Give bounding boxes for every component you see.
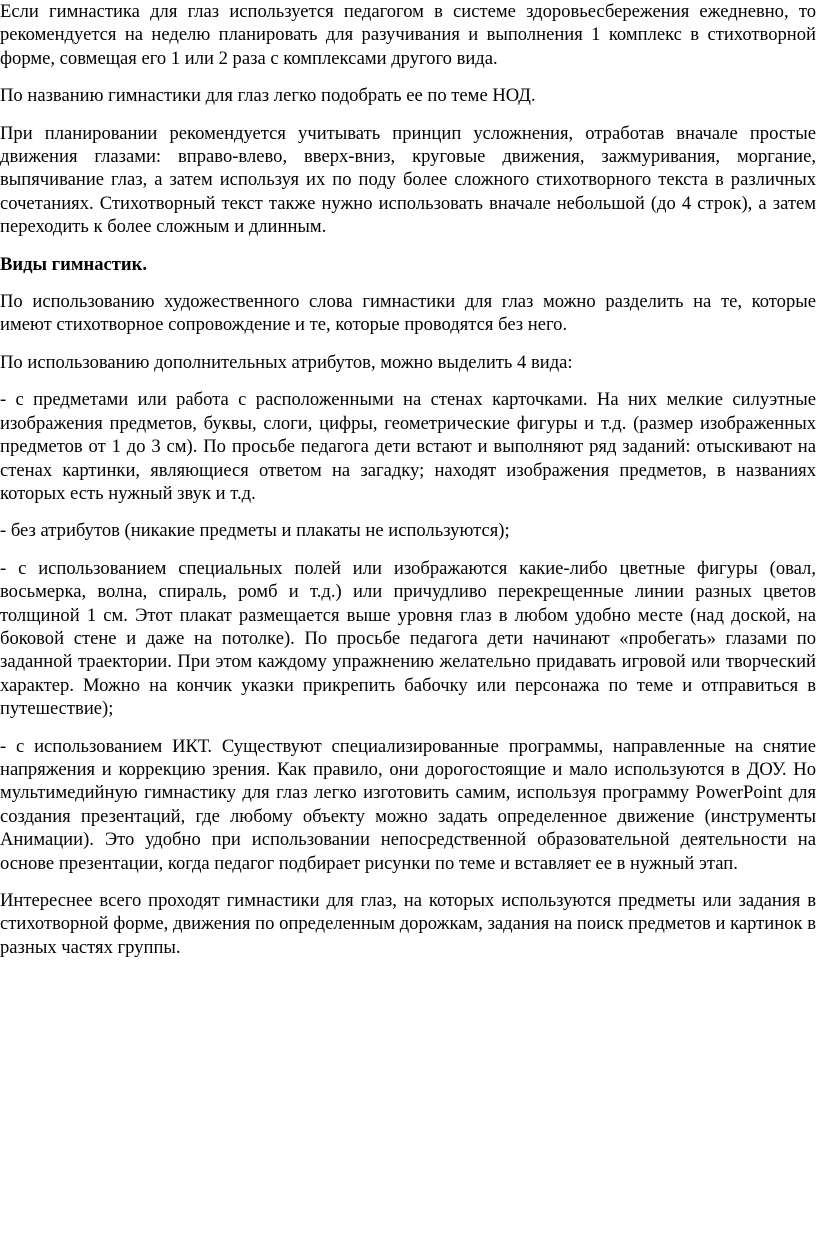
paragraph-nod-theme: По названию гимнастики для глаз легко подобрать ее по теме НОД. [0,85,536,107]
list-item-special-fields: - с использованием специальных полей или изображаются какие-либо цветные фигуры (овал, восьмерка, волна, спираль, ромб и т.д.) или причудливо перекрещенные линии разных цветов толщиной 1 см. Этот плакат размещается выше уровня глаз в любом удобно месте (над доской, на боковой стене и даже на потолке). По просьбе педагога дети начинают «пробегать» глазами по заданной траектории. При этом каждому упражнению желательно придавать игровой или творческий характер. Можно на кончик указки прикрепить бабочку или персонажа по теме и отправиться в путешествие); [0,557,816,720]
paragraph-daily-use: Если гимнастика для глаз используется педагогом в системе здоровьесбережения ежедневно, то рекомендуется на неделю планировать для разучивания и выполнения 1 комплекс в стихотворной форме, совмещая его 1 или 2 раза с комплексами другого вида. [0,1,816,69]
paragraph-conclusion: Интереснее всего проходят гимнастики для глаз, на которых используются предметы или задания в стихотворной форме, движения по определенным дорожкам, задания на поиск предметов и картинок в разных частях группы. [0,890,816,958]
section-heading: Виды гимнастик. [0,253,147,275]
list-item-no-attributes: - без атрибутов (никакие предметы и плакаты не используются); [0,520,510,542]
paragraph-artistic-word: По использованию художественного слова гимнастики для глаз можно разделить на те, которые имеют стихотворное сопровождение и те, которые проводятся без него. [0,291,816,336]
paragraph-attributes-intro: По использованию дополнительных атрибутов, можно выделить 4 вида: [0,351,573,373]
list-item-objects: - с предметами или работа с расположенными на стенах карточками. На них мелкие силуэтные изображения предметов, буквы, слоги, цифры, геометрические фигуры и т.д. (размер изображенных предметов от 1 до 3 см). По просьбе педагога дети встают и выполняют ряд заданий: отыскивают на стенах картинки, являющиеся ответом на загадку; находят изображения предметов, в названиях которых есть нужный звук и т.д. [0,389,816,504]
paragraph-planning: При планировании рекомендуется учитывать принцип усложнения, отработав вначале простые движения глазами: вправо-влево, вверх-вниз, круговые движения, зажмуривания, моргание, выпячивание глаз, а затем используя их по поду более сложного стихотворного текста в различных сочетаниях. Стихотворный текст также нужно использовать вначале небольшой (до 4 строк), а затем переходить к более сложным и длинным. [0,122,816,238]
list-item-ict: - с использованием ИКТ. Существуют специализированные программы, направленные на снятие напряжения и коррекцию зрения. Как правило, они дорогостоящие и мало используются в ДОУ. Но мультимедийную гимнастику для глаз легко изготовить самим, используя программу PowerPoint для создания презентаций, где любому объекту можно задать определенное движение (инструменты Анимации). Это удобно при использовании непосредственной образовательной деятельности на основе презентации, когда педагог подбирает рисунки по теме и вставляет ее в нужный этап. [0,735,816,874]
